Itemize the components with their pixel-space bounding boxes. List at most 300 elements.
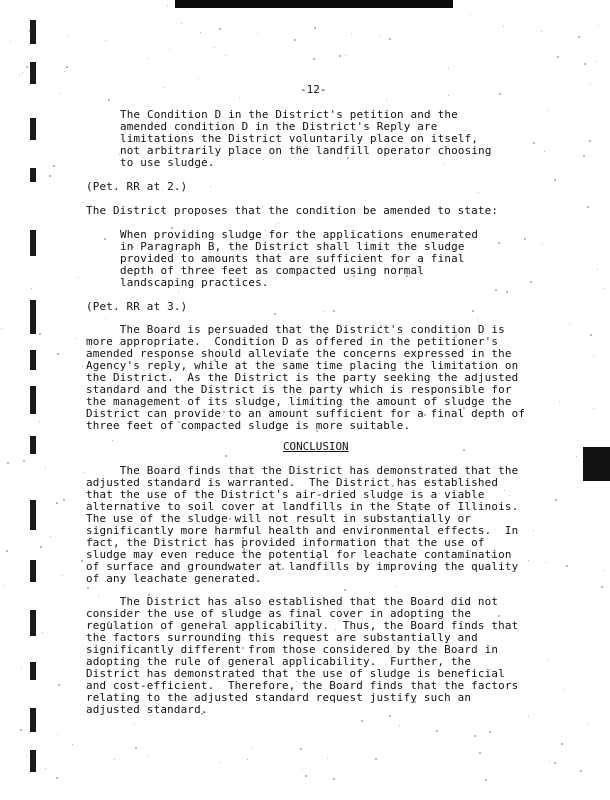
scan-speckle (134, 724, 135, 725)
scan-speckle (104, 238, 106, 240)
scan-speckle (386, 100, 387, 101)
scan-speckle (554, 179, 556, 181)
scan-speckle (350, 666, 351, 667)
scan-speckle (45, 467, 46, 468)
scan-speckle (29, 30, 31, 32)
scan-speckle (185, 143, 186, 144)
scan-speckle (305, 676, 306, 677)
scan-left-mark (30, 20, 36, 44)
scan-speckle (78, 277, 79, 278)
scan-speckle (167, 5, 168, 6)
scan-speckle (23, 460, 25, 462)
scan-speckle (429, 479, 430, 480)
scan-speckle (448, 95, 449, 96)
scan-speckle (395, 586, 396, 587)
paragraph-3-line: standard and the District is the party which is responsible for (86, 383, 512, 396)
scan-speckle (108, 621, 110, 623)
scan-speckle (203, 681, 204, 682)
scan-speckle (105, 581, 106, 582)
scan-speckle (318, 558, 320, 560)
scan-speckle (485, 779, 487, 781)
scan-speckle (129, 148, 130, 149)
scan-speckle (278, 223, 279, 224)
scan-speckle (220, 762, 221, 763)
scan-speckle (333, 310, 335, 312)
scan-speckle (6, 550, 8, 552)
scan-speckle (547, 659, 548, 660)
scan-speckle (91, 539, 93, 541)
scan-left-mark (30, 436, 36, 454)
scan-speckle (584, 63, 586, 65)
scan-speckle (58, 684, 60, 686)
scan-speckle (161, 210, 163, 212)
scan-speckle (186, 131, 187, 132)
paragraph-4-line: The use of the sludge will not result in substantially or (86, 512, 472, 525)
scan-speckle (66, 66, 68, 68)
scan-speckle (90, 380, 91, 381)
scan-speckle (450, 673, 451, 674)
scan-speckle (300, 748, 302, 750)
scan-speckle (257, 33, 258, 34)
scan-speckle (533, 530, 534, 531)
paragraph-3-line: the District. As the District is the party seeking the adjusted (86, 371, 519, 384)
scan-speckle (593, 408, 594, 409)
scan-speckle (239, 97, 240, 98)
scan-speckle (63, 499, 65, 501)
scan-speckle (57, 353, 59, 355)
scan-speckle (327, 758, 328, 759)
scan-speckle (603, 570, 604, 571)
scan-speckle (214, 47, 215, 48)
scan-speckle (385, 547, 386, 548)
scan-speckle (210, 186, 211, 187)
scan-speckle (34, 355, 36, 357)
scan-speckle (1, 328, 2, 329)
scan-speckle (492, 413, 493, 414)
scan-speckle (178, 292, 179, 293)
scan-speckle (604, 288, 605, 289)
scan-speckle (422, 651, 424, 653)
scan-speckle (285, 413, 286, 414)
scan-speckle (345, 55, 346, 56)
scan-right-tab (583, 447, 610, 481)
scan-speckle (229, 693, 231, 695)
quote-line: depth of three feet as compacted using normal (120, 264, 425, 277)
scan-speckle (214, 359, 216, 361)
scan-speckle (235, 354, 236, 355)
scan-speckle (400, 496, 401, 497)
scan-speckle (10, 41, 11, 42)
scan-speckle (545, 562, 546, 563)
scan-speckle (182, 236, 183, 237)
scan-speckle (299, 146, 301, 148)
scan-speckle (472, 310, 474, 312)
scan-speckle (82, 366, 83, 367)
scan-left-mark (30, 610, 36, 636)
scan-speckle (587, 206, 589, 208)
scan-speckle (495, 289, 497, 291)
scan-speckle (57, 734, 58, 735)
scan-speckle (589, 140, 591, 142)
scan-speckle (370, 357, 372, 359)
scan-speckle (225, 455, 227, 457)
scan-speckle (169, 49, 170, 50)
scan-speckle (478, 192, 479, 193)
scan-speckle (119, 154, 120, 155)
paragraph-5-line: The District has also established that the Board did not (86, 595, 499, 608)
scan-speckle (42, 632, 43, 633)
paragraph-3-line: amended response should alleviate the concerns expressed in the (86, 347, 512, 360)
scan-speckle (372, 691, 373, 692)
quote-line: provided to amounts that are sufficient for a final (120, 252, 465, 265)
scan-left-mark (30, 300, 36, 334)
scan-speckle (209, 621, 211, 623)
scan-speckle (19, 74, 20, 75)
scan-speckle (201, 713, 203, 715)
scan-speckle (392, 485, 394, 487)
scan-speckle (223, 411, 225, 413)
scan-speckle (542, 244, 543, 245)
scan-left-mark (30, 500, 36, 530)
scan-speckle (593, 355, 594, 356)
paragraph-3-line: three feet of compacted sludge is more suitable. (86, 419, 411, 432)
scan-speckle (548, 110, 549, 111)
scan-speckle (242, 647, 244, 649)
scan-speckle (418, 330, 419, 331)
scan-speckle (219, 28, 221, 30)
scan-speckle (491, 555, 493, 557)
paragraph-3-line: The Board is persuaded that the District's condition D is (86, 323, 505, 336)
scan-speckle (56, 777, 58, 779)
scan-speckle (299, 348, 301, 350)
scan-speckle (114, 759, 115, 760)
scan-speckle (561, 743, 563, 745)
scan-speckle (178, 520, 179, 521)
paragraph-5-line: regulation of general applicability. Thus, the Board finds that (86, 619, 519, 632)
scan-speckle (289, 445, 290, 446)
scan-speckle (503, 26, 504, 27)
paragraph-4-line: sludge may even reduce the potential for leachate contamination (86, 548, 512, 561)
scan-speckle (353, 275, 355, 277)
scan-speckle (274, 313, 276, 315)
scan-speckle (82, 202, 83, 203)
scan-speckle (108, 99, 110, 101)
paragraph-4-line: significantly more harmful health and environmental effects. In (86, 524, 519, 537)
scan-speckle (282, 568, 284, 570)
quote-line: When providing sludge for the applications enumerated (120, 228, 479, 241)
scan-speckle (150, 715, 151, 716)
scan-speckle (231, 326, 233, 328)
scan-speckle (59, 93, 60, 94)
paragraph-5-line: District has demonstrated that the use of sludge is beneficial (86, 667, 505, 680)
scan-speckle (474, 735, 476, 737)
scan-speckle (275, 564, 276, 565)
scan-speckle (448, 68, 449, 69)
scan-speckle (380, 325, 382, 327)
scan-speckle (265, 230, 266, 231)
scan-speckle (252, 748, 253, 749)
scan-speckle (361, 720, 363, 722)
scan-speckle (200, 32, 201, 33)
scan-speckle (530, 281, 532, 283)
paragraph-5-line: adjusted standard. (86, 703, 208, 716)
scan-speckle (121, 153, 122, 154)
scan-speckle (119, 344, 120, 345)
scan-speckle (295, 621, 297, 623)
scan-speckle (76, 338, 77, 339)
scan-speckle (296, 681, 297, 682)
paragraph-2: The District proposes that the condition be amended to state: (86, 204, 499, 217)
scan-speckle (218, 334, 219, 335)
paragraph-4-line: alternative to soil cover at landfills in the State of Illinois. (86, 500, 519, 513)
scan-speckle (178, 421, 180, 423)
paragraph-1-line: not arbitrarily place on the landfill operator choosing (120, 144, 492, 157)
scan-speckle (137, 426, 139, 428)
scan-top-bar (175, 0, 453, 8)
paragraph-3-line: more appropriate. Condition D as offered in the petitioner's (86, 335, 499, 348)
scan-speckle (590, 334, 592, 336)
paragraph-3-line: the management of its sludge, limiting the amount of sludge the (86, 395, 512, 408)
scan-speckle (460, 557, 461, 558)
scan-speckle (463, 449, 465, 451)
scan-speckle (347, 157, 349, 159)
paragraph-4-line: of surface and groundwater at landfills by improving the quality (86, 560, 519, 573)
citation: (Pet. RR at 3.) (86, 300, 188, 313)
scan-speckle (598, 25, 599, 26)
scan-speckle (368, 655, 369, 656)
scan-speckle (477, 318, 478, 319)
scan-speckle (368, 145, 369, 146)
conclusion-heading: CONCLUSION (283, 440, 349, 453)
scan-speckle (62, 575, 63, 576)
paragraph-1-line: amended condition D in the District's Reply are (120, 120, 438, 133)
page-number: -12- (300, 83, 327, 96)
scan-speckle (162, 190, 163, 191)
scan-speckle (230, 677, 231, 678)
scan-speckle (67, 35, 68, 36)
scan-speckle (455, 335, 457, 337)
scan-speckle (135, 747, 137, 749)
scan-speckle (164, 87, 165, 88)
scan-speckle (580, 770, 582, 772)
scan-speckle (229, 518, 231, 520)
scan-speckle (455, 567, 456, 568)
scan-speckle (26, 756, 27, 757)
scan-speckle (40, 546, 42, 548)
paragraph-1-line: The Condition D in the District's petition and the (120, 108, 458, 121)
paragraph-3-line: District can provide to an amount sufficient for a final depth of (86, 407, 526, 420)
scan-speckle (528, 560, 529, 561)
quote-line: landscaping practices. (120, 276, 269, 289)
scan-speckle (406, 275, 408, 277)
scan-speckle (590, 83, 591, 84)
scan-speckle (335, 629, 336, 630)
scan-speckle (298, 159, 299, 160)
scan-speckle (258, 482, 259, 483)
scan-speckle (138, 234, 139, 235)
scan-speckle (314, 27, 316, 29)
scan-speckle (64, 71, 65, 72)
scan-speckle (181, 23, 182, 24)
scan-speckle (488, 362, 489, 363)
scan-left-mark (30, 750, 36, 772)
scan-speckle (422, 506, 424, 508)
scan-speckle (470, 14, 471, 15)
scan-left-mark (30, 662, 36, 680)
scan-speckle (358, 524, 359, 525)
scan-speckle (566, 565, 568, 567)
scan-speckle (49, 175, 51, 177)
scan-speckle (22, 72, 23, 73)
paragraph-1-line: limitations the District voluntarily place on itself, (120, 132, 479, 145)
scan-speckle (569, 323, 570, 324)
paragraph-5-line: adopting the rule of general applicability. Further, the (86, 655, 472, 668)
scan-speckle (549, 761, 550, 762)
paragraph-4-line: that the use of the District's air-dried sludge is a viable (86, 488, 485, 501)
scan-speckle (351, 33, 352, 34)
scan-speckle (105, 40, 106, 41)
scan-speckle (26, 66, 28, 68)
scan-speckle (316, 430, 318, 432)
paragraph-4-line: of any leachate generated. (86, 572, 262, 585)
scan-speckle (436, 730, 438, 732)
scan-left-mark (30, 118, 36, 140)
scan-speckle (463, 407, 465, 409)
scan-speckle (325, 486, 326, 487)
scan-speckle (464, 326, 465, 327)
scan-speckle (139, 348, 140, 349)
scan-speckle (415, 510, 417, 512)
paragraph-4-line: The Board finds that the District has demonstrated that the (86, 464, 519, 477)
scan-left-mark (30, 62, 36, 84)
scan-speckle (204, 158, 205, 159)
scan-speckle (87, 587, 89, 589)
paragraph-4-line: fact, the District has provided information that the use of (86, 536, 485, 549)
paragraph-5-line: and cost-efficient. Therefore, the Board finds that the factors (86, 679, 519, 692)
scan-speckle (45, 768, 46, 769)
scan-speckle (114, 663, 116, 665)
scan-speckle (409, 521, 411, 523)
paragraph-5-line: the factors surrounding this request are substantially and (86, 631, 478, 644)
scan-speckle (413, 351, 414, 352)
scan-speckle (324, 311, 325, 312)
scan-speckle (83, 472, 84, 473)
citation: (Pet. RR at 2.) (86, 180, 188, 193)
scan-speckle (601, 586, 603, 588)
scan-speckle (339, 55, 341, 57)
scan-speckle (112, 440, 113, 441)
scan-speckle (147, 58, 148, 59)
quote-line: in Paragraph B, the District shall limit the sludge (120, 240, 465, 253)
scan-speckle (110, 395, 111, 396)
scan-speckle (195, 164, 196, 165)
scan-speckle (325, 333, 327, 335)
scan-speckle (305, 775, 307, 777)
scan-speckle (528, 716, 529, 717)
scan-speckle (302, 769, 303, 770)
scan-speckle (389, 38, 391, 40)
scan-speckle (544, 151, 545, 152)
paragraph-4-line: adjusted standard is warranted. The District has established (86, 476, 499, 489)
paragraph-3-line: Agency's reply, while at the same time placing the limitation on (86, 359, 519, 372)
scan-speckle (132, 246, 134, 248)
scan-speckle (262, 206, 263, 207)
scan-speckle (583, 155, 585, 157)
scan-speckle (489, 731, 491, 733)
scan-speckle (506, 291, 508, 293)
scan-speckle (242, 537, 244, 539)
scan-speckle (171, 227, 173, 229)
paragraph-5-line: consider the use of sludge as final cover in adopting the (86, 607, 472, 620)
scan-speckle (39, 333, 41, 335)
scan-speckle (375, 758, 377, 760)
scan-speckle (313, 58, 315, 60)
scan-speckle (533, 142, 535, 144)
scan-speckle (170, 368, 171, 369)
scan-speckle (557, 56, 559, 58)
scan-speckle (399, 725, 400, 726)
scan-speckle (244, 562, 245, 563)
scan-speckle (479, 752, 481, 754)
scan-speckle (333, 778, 335, 780)
scan-speckle (541, 31, 542, 32)
scan-speckle (231, 493, 232, 494)
paragraph-5-line: significantly different from those considered by the Board in (86, 643, 499, 656)
scan-speckle (7, 462, 9, 464)
scan-speckle (303, 495, 304, 496)
scan-speckle (595, 61, 596, 62)
scan-speckle (21, 667, 22, 668)
scan-speckle (225, 55, 226, 56)
scan-speckle (81, 560, 83, 562)
scan-speckle (597, 269, 598, 270)
scan-speckle (524, 238, 526, 240)
scan-speckle (4, 585, 5, 586)
scan-left-mark (30, 386, 36, 414)
scan-speckle (198, 78, 199, 79)
scan-speckle (509, 495, 510, 496)
scan-speckle (504, 490, 505, 491)
scan-speckle (559, 401, 560, 402)
scan-speckle (270, 384, 271, 385)
scan-speckle (50, 536, 51, 537)
scan-speckle (424, 414, 426, 416)
scan-speckle (263, 159, 264, 160)
scan-speckle (115, 392, 116, 393)
scan-speckle (136, 700, 138, 702)
scan-speckle (215, 137, 216, 138)
scan-speckle (39, 421, 40, 422)
scan-speckle (20, 729, 22, 731)
scan-speckle (588, 723, 589, 724)
scan-speckle (31, 288, 32, 289)
scan-speckle (498, 242, 500, 244)
scan-speckle (72, 744, 73, 745)
scan-speckle (576, 456, 577, 457)
scan-speckle (247, 759, 248, 760)
scan-speckle (105, 318, 106, 319)
scan-speckle (148, 755, 149, 756)
scan-left-mark (30, 168, 36, 182)
scan-speckle (578, 36, 580, 38)
scan-left-mark (30, 350, 36, 370)
scan-speckle (470, 551, 471, 552)
scan-speckle (56, 502, 58, 504)
scan-speckle (389, 715, 391, 717)
scan-speckle (498, 615, 500, 617)
scan-speckle (379, 36, 380, 37)
scan-speckle (554, 762, 556, 764)
